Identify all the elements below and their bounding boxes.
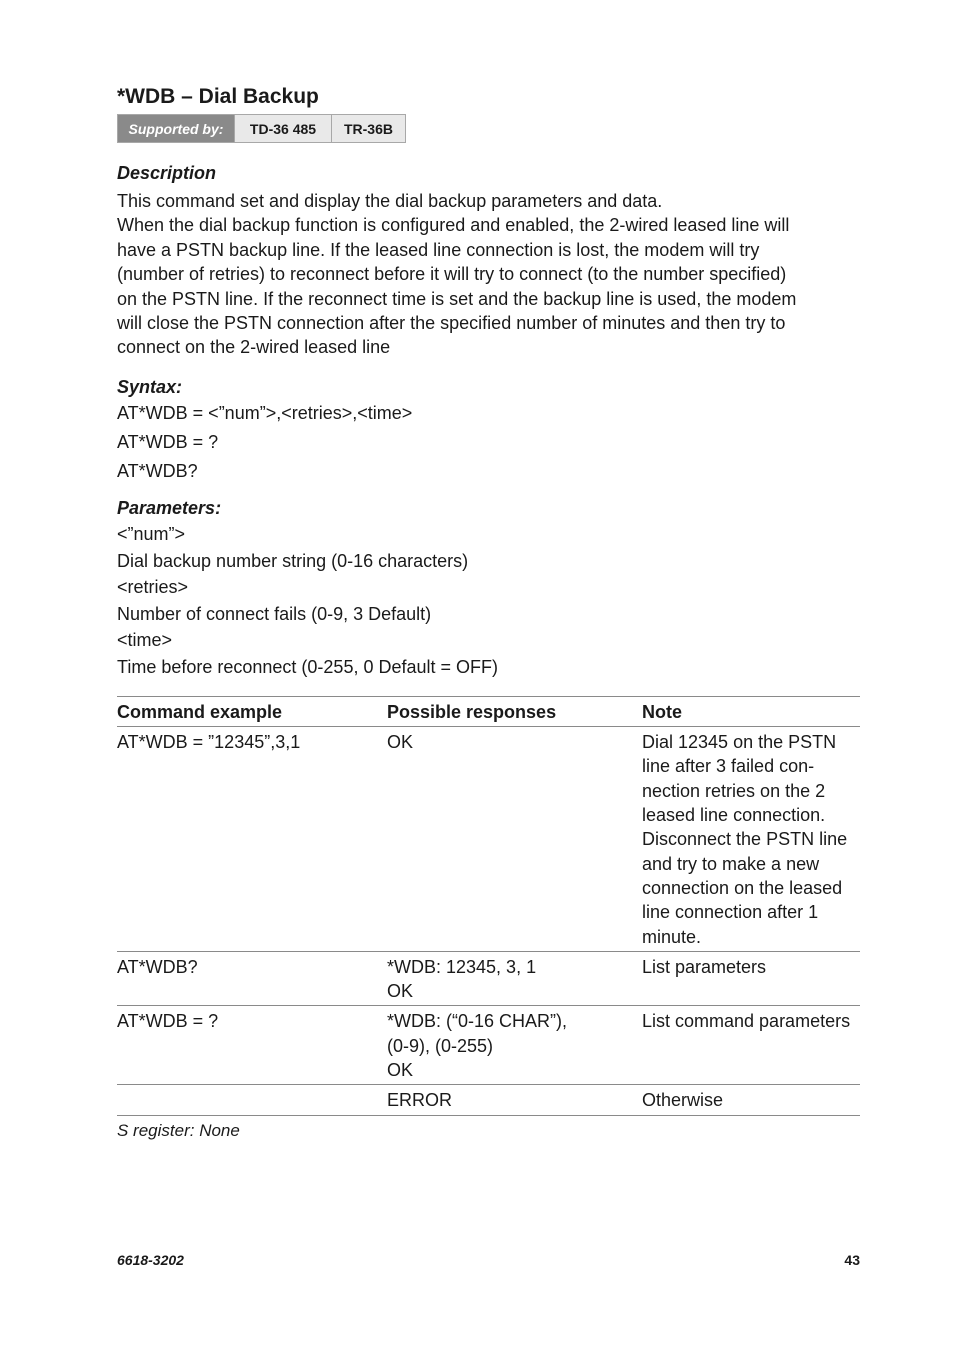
table-cell-note <box>642 1085 860 1115</box>
cell-line: nection retries on the 2 <box>642 780 826 801</box>
supported-by-label: Supported by: <box>118 115 234 142</box>
command-table <box>117 696 860 1116</box>
cell-line: line after 3 failed con- <box>642 756 815 777</box>
description-line: on the PSTN line. If the reconnect time is set and the backup line is used, the modem <box>117 288 797 309</box>
syntax-heading: Syntax: <box>117 376 183 397</box>
page-content <box>117 84 860 1143</box>
cell-line: (0-9), (0-255) <box>387 1035 494 1056</box>
supported-by-bar <box>117 114 406 143</box>
description-line: will close the PSTN connection after the specified number of minutes and then try to <box>117 313 786 334</box>
parameter-desc: Number of connect fails (0-9, 3 Default) <box>117 603 432 624</box>
parameters-heading: Parameters: <box>117 497 222 518</box>
parameters-block <box>117 520 860 679</box>
cell-line: leased line connection. <box>642 805 826 826</box>
s-register-note: S register: None <box>117 1120 240 1140</box>
cell-line: minute. <box>642 926 702 947</box>
document-number: 6618-3202 <box>117 1252 184 1268</box>
supported-device-td36: TD-36 485 <box>234 115 331 142</box>
parameter-name: <time> <box>117 629 173 650</box>
description-line: This command set and display the dial backup parameters and data. <box>117 191 663 211</box>
column-header: Note <box>642 701 682 722</box>
table-cell-command <box>117 1085 387 1115</box>
column-header: Possible responses <box>387 701 557 722</box>
table-cell-note <box>642 1006 860 1085</box>
parameter-desc: Time before reconnect (0-255, 0 Default = OFF) <box>117 656 498 677</box>
description-line: (number of retries) to reconnect before it will try to connect (to the number specified) <box>117 264 787 285</box>
cell-line: Otherwise <box>642 1090 724 1111</box>
table-row <box>117 1006 860 1085</box>
table-header-row <box>117 696 860 726</box>
table-row <box>117 1085 860 1115</box>
parameter-name: <retries> <box>117 576 189 597</box>
table-row <box>117 727 860 952</box>
table-cell-response <box>387 1085 642 1115</box>
cell-line: and try to make a new <box>642 853 820 874</box>
cell-line: ERROR <box>387 1090 453 1111</box>
parameter-desc: Dial backup number string (0-16 characters) <box>117 550 469 571</box>
syntax-block <box>117 399 860 486</box>
page-footer <box>117 1252 860 1268</box>
cell-line: Disconnect the PSTN line <box>642 829 848 850</box>
cell-line: List parameters <box>642 956 767 977</box>
table-cell-command <box>117 1006 387 1085</box>
description-heading: Description <box>117 163 217 183</box>
cell-line: AT*WDB? <box>117 956 198 977</box>
table-cell-command <box>117 951 387 1006</box>
cell-line: AT*WDB = ? <box>117 1011 219 1032</box>
table-cell-command <box>117 727 387 952</box>
cell-line: *WDB: (“0-16 CHAR”), <box>387 1011 568 1032</box>
cell-line: *WDB: 12345, 3, 1 <box>387 956 537 977</box>
cell-line <box>117 1088 387 1112</box>
syntax-line: AT*WDB? <box>117 460 198 481</box>
table-row <box>117 951 860 1006</box>
cell-line: List command parameters <box>642 1011 851 1032</box>
parameter-name: <”num”> <box>117 523 186 544</box>
syntax-line: AT*WDB = ? <box>117 431 219 452</box>
table-cell-response <box>387 1006 642 1085</box>
cell-line: OK <box>387 981 414 1002</box>
supported-device-tr36b: TR-36B <box>331 115 405 142</box>
table-cell-note <box>642 951 860 1006</box>
page-number: 43 <box>844 1252 860 1268</box>
description-line: have a PSTN backup line. If the leased line connection is lost, the modem will try <box>117 239 760 260</box>
table-cell-response <box>387 727 642 952</box>
table-cell-response <box>387 951 642 1006</box>
page-title: *WDB – Dial Backup <box>117 85 319 108</box>
description-line: When the dial backup function is configured and enabled, the 2-wired leased line will <box>117 215 790 236</box>
syntax-line: AT*WDB = <”num”>,<retries>,<time> <box>117 402 413 423</box>
cell-line: line connection after 1 <box>642 902 819 923</box>
cell-line: OK <box>387 1060 414 1080</box>
description-line: connect on the 2-wired leased line <box>117 337 391 358</box>
column-header: Command example <box>117 701 283 722</box>
description-body <box>117 189 860 360</box>
table-cell-note <box>642 727 860 952</box>
cell-line: OK <box>387 732 414 753</box>
cell-line: connection on the leased <box>642 877 843 898</box>
cell-line: Dial 12345 on the PSTN <box>642 732 837 753</box>
cell-line: AT*WDB = ”12345”,3,1 <box>117 732 301 753</box>
